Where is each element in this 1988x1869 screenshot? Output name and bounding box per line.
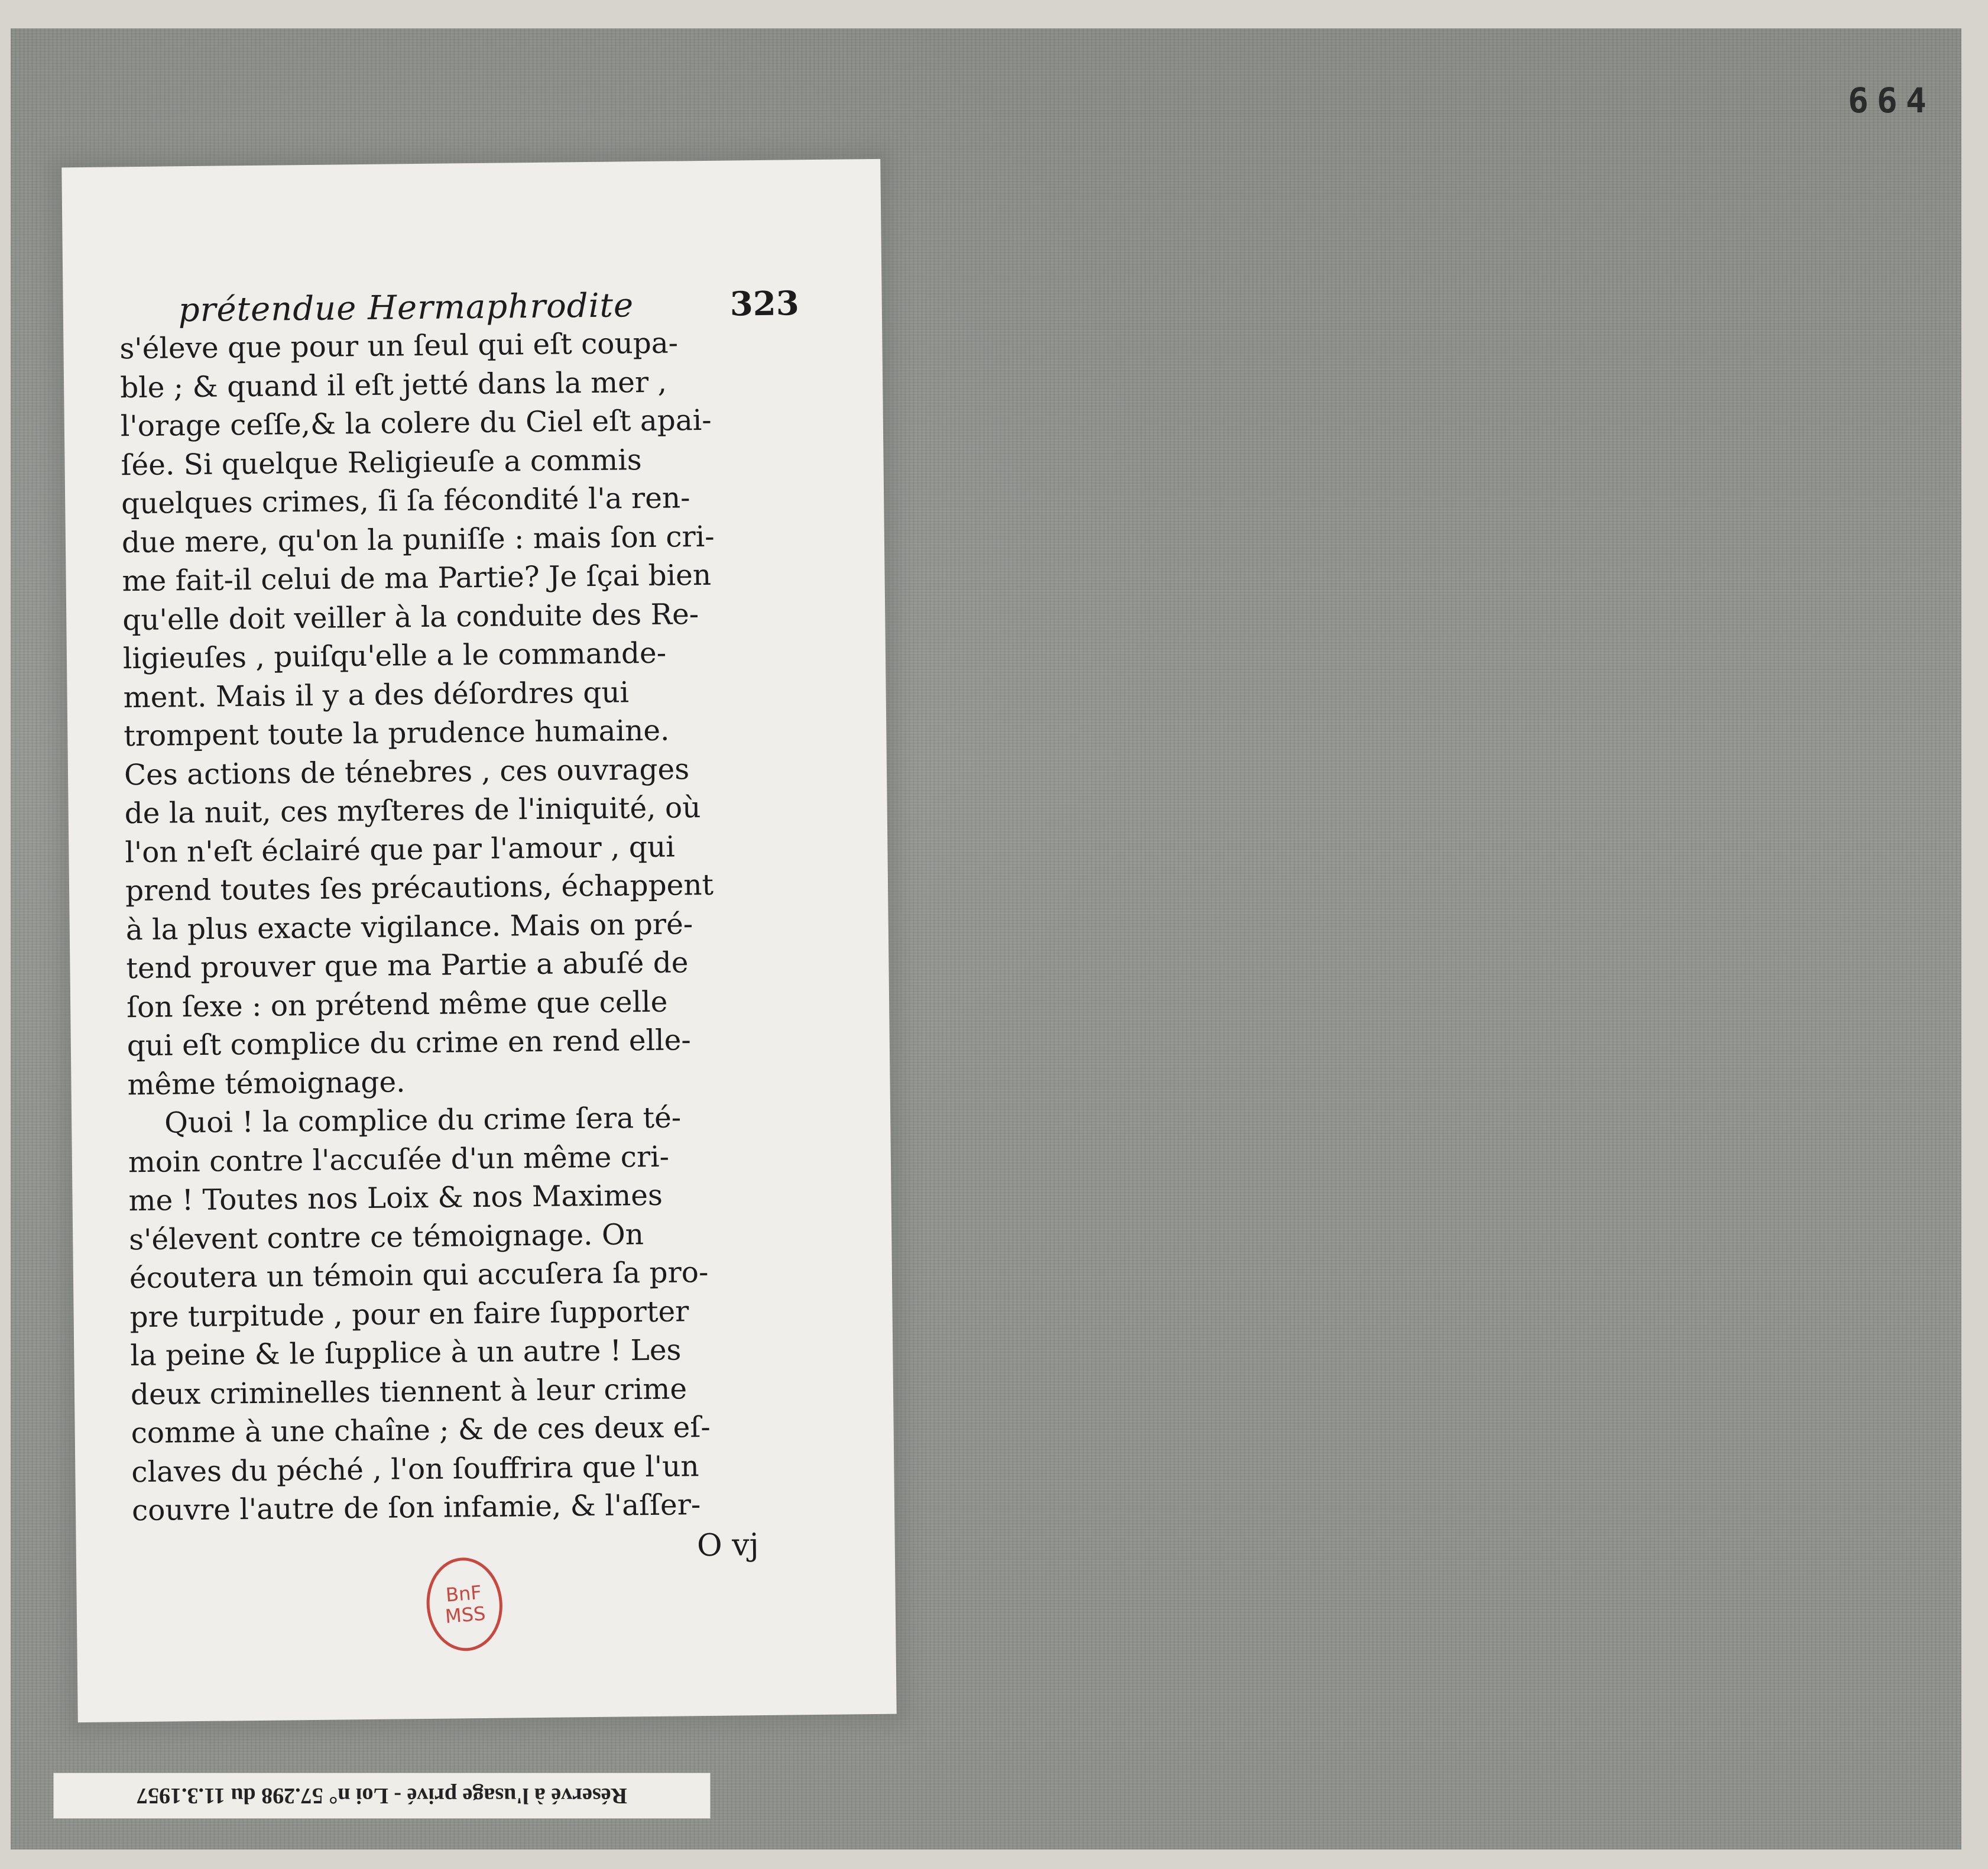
text-line: la peine & le ſupplice à un autre ! Les: [130, 1333, 682, 1373]
text-line: ble ; & quand il eſt jetté dans la mer ,: [119, 365, 667, 404]
catchword: O vj: [696, 1527, 760, 1563]
text-line: tend prouver que ma Partie a abuſé de: [126, 946, 689, 986]
text-line: couvre l'autre de ſon infamie, & l'aſſer-: [131, 1488, 701, 1528]
body-text: [119, 323, 812, 1530]
text-line: moin contre l'accuſée d'un même cri-: [128, 1140, 670, 1179]
page-number: 323: [729, 284, 800, 324]
text-line: à la plus exacte vigilance. Mais on pré-: [125, 907, 693, 947]
text-line: ſée. Si quelque Religieuſe a commis: [121, 443, 642, 482]
book-page: [61, 159, 896, 1722]
stamp-line-1: BnF: [445, 1581, 483, 1606]
text-line: de la nuit, ces myſteres de l'iniquité, où: [124, 791, 701, 831]
text-line: pre turpitude , pour en faire ſupporter: [129, 1294, 689, 1334]
text-line: même témoignage.: [127, 1065, 406, 1102]
folio-number: 664: [1848, 80, 1935, 121]
text-line: l'orage ceſſe,& la colere du Ciel eſt apai-: [120, 403, 712, 443]
text-line: l'on n'eſt éclairé que par l'amour , qui: [125, 830, 675, 869]
stamp-line-2: MSS: [444, 1602, 487, 1628]
microfilm-photograph: [11, 28, 1961, 1849]
running-head: [178, 284, 800, 330]
usage-label-strip: [53, 1773, 711, 1819]
text-line: me fait-il celui de ma Partie? Je ſçai bien: [122, 558, 712, 598]
text-line: prend toutes ſes précautions, échappent: [125, 868, 714, 908]
text-line: ligieuſes , puiſqu'elle a le commande-: [122, 636, 667, 676]
text-line: Quoi ! la complice du crime ſera té-: [164, 1101, 682, 1140]
text-line: trompent toute la prudence humaine.: [124, 714, 670, 753]
page-text-block: [119, 284, 813, 1572]
text-line: due mere, qu'on la puniſſe : mais ſon cri-: [121, 520, 715, 559]
text-line: comme à une chaîne ; & de ces deux eſ-: [131, 1410, 711, 1450]
text-line: me ! Toutes nos Loix & nos Maximes: [128, 1178, 663, 1218]
text-line: ment. Mais il y a des déſordres qui: [123, 675, 630, 714]
text-line: s'éleve que pour un ſeul qui eſt coupa-: [119, 326, 679, 366]
text-line: ſon ſexe : on prétend même que celle: [126, 985, 668, 1024]
text-line: Ces actions de ténebres , ces ouvrages: [124, 752, 690, 792]
text-line: deux criminelles tiennent à leur crime: [130, 1372, 687, 1411]
text-line: s'élevent contre ce témoignage. On: [128, 1217, 644, 1256]
text-line: qui eſt complice du crime en rend elle-: [127, 1023, 691, 1063]
text-line: claves du péché , l'on ſouffrira que l'un: [131, 1449, 699, 1489]
library-stamp: [423, 1554, 506, 1654]
usage-label-text: Réservé à l'usage privé - Loi n° 57.298 du 11.3.1957: [136, 1783, 628, 1808]
text-line: écoutera un témoin qui accuſera ſa pro-: [129, 1255, 709, 1295]
text-line: quelques crimes, ſi ſa fécondité l'a ren-: [121, 481, 690, 521]
running-title: prétendue Hermaphrodite: [178, 286, 634, 330]
text-line: qu'elle doit veiller à la conduite des Re-: [122, 597, 699, 637]
